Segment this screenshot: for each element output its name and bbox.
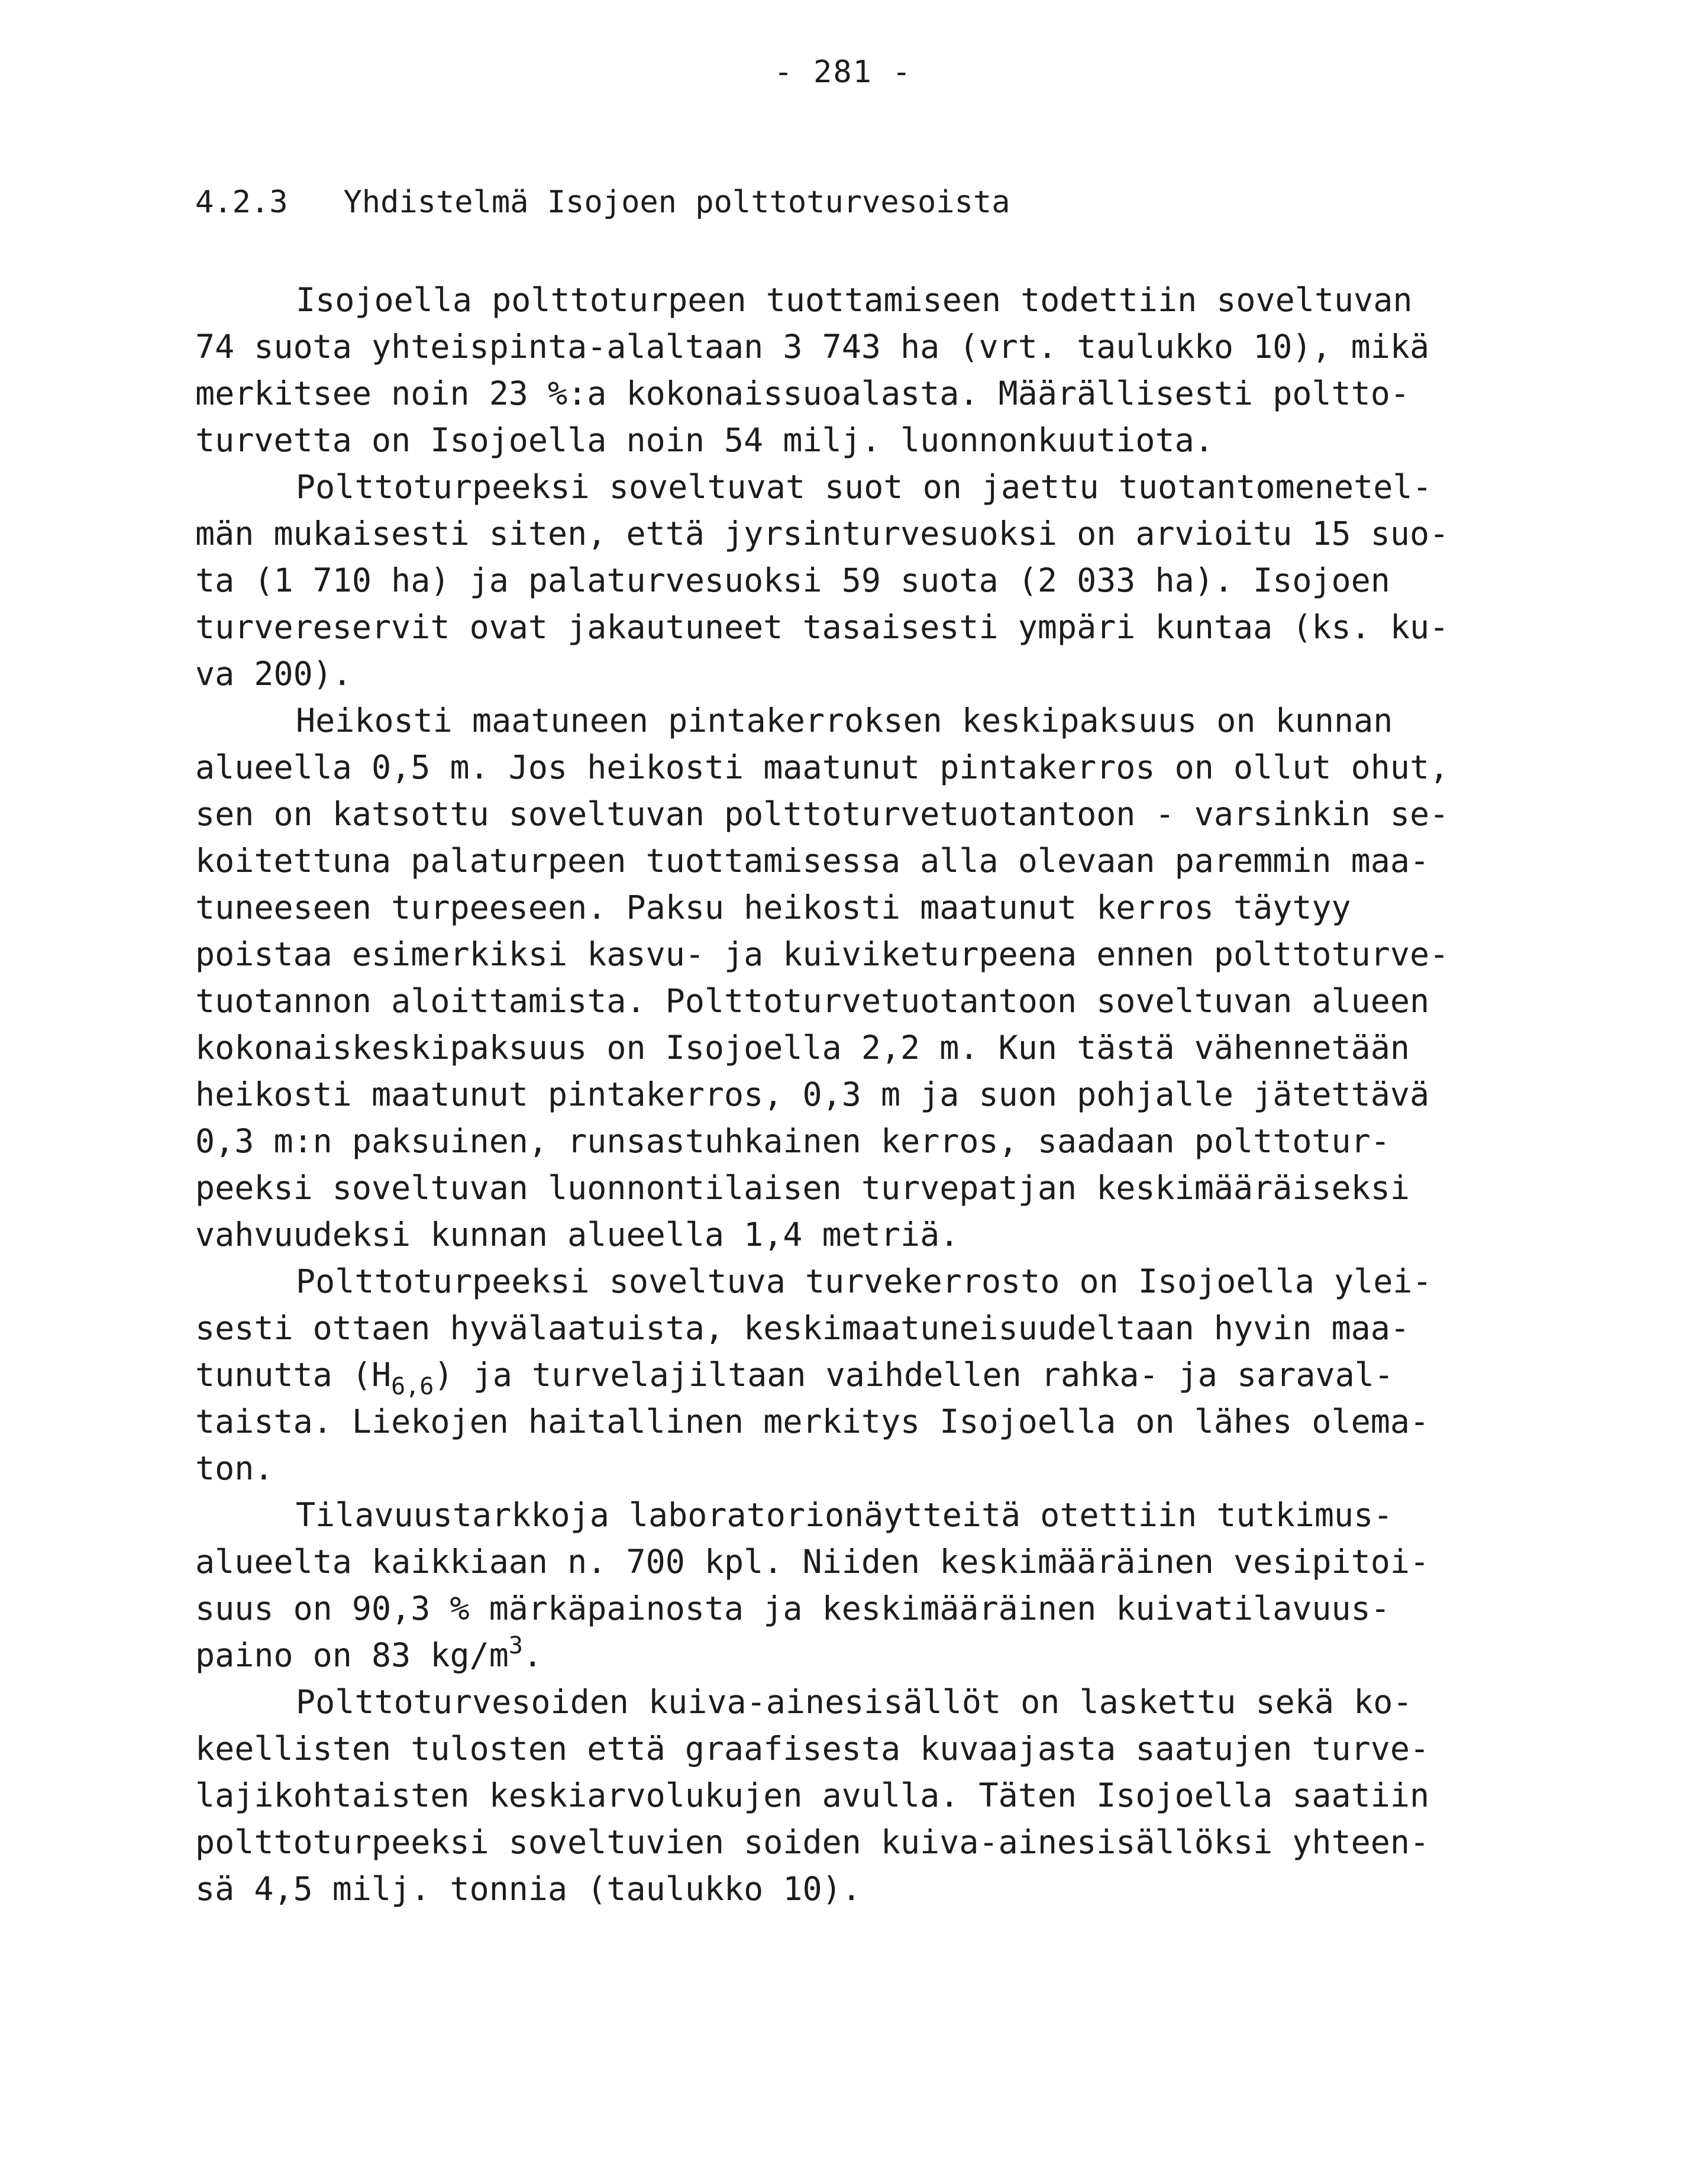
text-line: kokonaiskeskipaksuus on Isojoella 2,2 m. Kun tästä vähennetään <box>195 1029 1410 1067</box>
text-line: merkitsee noin 23 %:a kokonaissuoalasta. Määrällisesti poltto- <box>195 374 1410 412</box>
text-line: va 200). <box>195 655 352 693</box>
text-line: Polttoturpeeksi soveltuvat suot on jaettu tuotantomenetel- <box>296 468 1432 506</box>
superscript: 3 <box>508 1632 523 1659</box>
text-run: . <box>522 1636 543 1674</box>
section-number: 4.2.3 <box>195 185 288 220</box>
body-text <box>195 277 1514 1912</box>
text-line: lajikohtaisten keskiarvolukujen avulla. Täten Isojoella saatiin <box>195 1776 1430 1814</box>
text-line: poistaa esimerkiksi kasvu- ja kuiviketurpeena ennen polttoturve- <box>195 935 1449 973</box>
text-run: paino on 83 kg/m <box>195 1636 509 1674</box>
page-number: - 281 - <box>774 54 912 90</box>
text-line: polttoturpeeksi soveltuvien soiden kuiva-ainesisällöksi yhteen- <box>195 1823 1430 1861</box>
text-line: ton. <box>195 1449 274 1487</box>
text-line: sesti ottaen hyvälaatuista, keskimaatuneisuudeltaan hyvin maa- <box>195 1309 1410 1347</box>
section-title: Yhdistelmä Isojoen polttoturvesoista <box>343 185 1010 220</box>
text-line: ta (1 710 ha) ja palaturvesuoksi 59 suota (2 033 ha). Isojoen <box>195 561 1390 599</box>
text-run: ) ja turvelajiltaan vaihdellen rahka- ja saraval- <box>434 1356 1394 1394</box>
text-line: män mukaisesti siten, että jyrsinturvesuoksi on arvioitu 15 suo- <box>195 515 1449 553</box>
text-line: Isojoella polttoturpeen tuottamiseen todettiin soveltuvan <box>296 281 1413 319</box>
text-line: peeksi soveltuvan luonnontilaisen turvepatjan keskimääräiseksi <box>195 1169 1410 1207</box>
text-line: sen on katsottu soveltuvan polttoturvetuotantoon - varsinkin se- <box>195 795 1449 833</box>
section-heading <box>195 185 1010 220</box>
text-line: Tilavuustarkkoja laboratorionäytteitä otettiin tutkimus- <box>296 1496 1393 1534</box>
text-line: Polttoturvesoiden kuiva-ainesisällöt on laskettu sekä ko- <box>296 1683 1413 1721</box>
text-line: suus on 90,3 % märkäpainosta ja keskimääräinen kuivatilavuus- <box>195 1589 1390 1627</box>
text-line: tuotannon aloittamista. Polttoturvetuotantoon soveltuvan alueen <box>195 982 1430 1020</box>
text-line: taista. Liekojen haitallinen merkitys Isojoella on lähes olema- <box>195 1403 1430 1440</box>
text-line: turvetta on Isojoella noin 54 milj. luonnonkuutiota. <box>195 421 1214 459</box>
text-line: 0,3 m:n paksuinen, runsastuhkainen kerros, saadaan polttotur- <box>195 1122 1390 1160</box>
subscript: 6,6 <box>391 1373 434 1400</box>
text-line: Heikosti maatuneen pintakerroksen keskipaksuus on kunnan <box>296 702 1393 739</box>
text-line <box>195 1632 1514 1679</box>
text-line: 74 suota yhteispinta-alaltaan 3 743 ha (vrt. taulukko 10), mikä <box>195 328 1430 366</box>
text-line: alueelta kaikkiaan n. 700 kpl. Niiden keskimääräinen vesipitoi- <box>195 1543 1430 1581</box>
text-line <box>195 1352 1514 1398</box>
text-line: heikosti maatunut pintakerros, 0,3 m ja suon pohjalle jätettävä <box>195 1075 1430 1113</box>
text-line: koitettuna palaturpeen tuottamisessa alla olevaan paremmin maa- <box>195 842 1430 880</box>
text-line: vahvuudeksi kunnan alueella 1,4 metriä. <box>195 1216 960 1253</box>
text-line: Polttoturpeeksi soveltuva turvekerrosto on Isojoella ylei- <box>296 1262 1432 1300</box>
text-line: turvereservit ovat jakautuneet tasaisesti ympäri kuntaa (ks. ku- <box>195 608 1449 646</box>
text-line: tuneeseen turpeeseen. Paksu heikosti maatunut kerros täytyy <box>195 889 1351 926</box>
text-line: sä 4,5 milj. tonnia (taulukko 10). <box>195 1870 861 1908</box>
text-line: keellisten tulosten että graafisesta kuvaajasta saatujen turve- <box>195 1730 1430 1768</box>
text-line: alueella 0,5 m. Jos heikosti maatunut pintakerros on ollut ohut, <box>195 748 1449 786</box>
text-run: tunutta (H <box>195 1356 392 1394</box>
